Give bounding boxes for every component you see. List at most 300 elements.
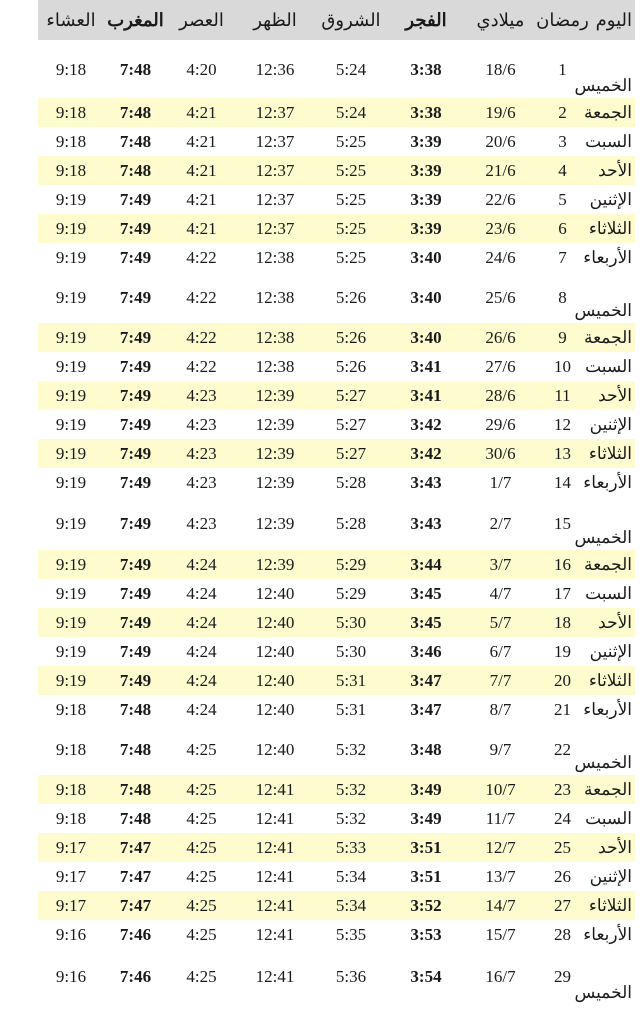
cell-dhuhr: 12:38 [255, 327, 295, 347]
table-row [38, 352, 635, 381]
cell-shuruq: 5:31 [335, 699, 367, 719]
table-row [38, 272, 635, 323]
cell-gregorian: 6/7 [489, 641, 512, 661]
cell-asr: 4:24 [186, 641, 217, 661]
cell-ramadan: 24 [554, 808, 571, 828]
cell-dhuhr: 12:41 [255, 895, 295, 915]
cell-ramadan: 2 [558, 102, 567, 122]
cell-fajr: 3:40 [410, 327, 442, 347]
cell-maghrib: 7:49 [119, 385, 152, 405]
cell-day: السبت [585, 583, 632, 603]
cell-isha: 9:18 [55, 699, 87, 719]
cell-asr: 4:20 [186, 60, 217, 79]
table-row [38, 666, 635, 695]
cell-day: السبت [585, 131, 632, 151]
cell-asr: 4:23 [186, 472, 217, 492]
cell-ramadan: 25 [554, 837, 571, 857]
cell-day: السبت [585, 356, 632, 376]
cell-day: الأحد [598, 837, 632, 857]
cell-isha: 9:18 [55, 60, 87, 79]
cell-maghrib: 7:47 [119, 895, 152, 915]
cell-isha: 9:19 [55, 583, 87, 603]
cell-ramadan: 18 [554, 612, 571, 632]
table-row [38, 410, 635, 439]
cell-fajr: 3:41 [410, 356, 442, 376]
cell-isha: 9:16 [55, 924, 87, 944]
cell-ramadan: 4 [558, 160, 567, 180]
table-row [38, 185, 635, 214]
cell-maghrib: 7:49 [119, 513, 152, 533]
header-day: اليوم [595, 9, 632, 30]
cell-maghrib: 7:49 [119, 612, 152, 632]
cell-gregorian: 13/7 [485, 866, 516, 886]
cell-day: الثلاثاء [588, 670, 632, 690]
cell-isha: 9:19 [55, 287, 87, 307]
cell-asr: 4:23 [186, 414, 217, 434]
cell-ramadan: 7 [558, 247, 567, 267]
cell-fajr: 3:39 [410, 131, 442, 151]
cell-asr: 4:24 [186, 670, 217, 690]
cell-dhuhr: 12:39 [255, 472, 295, 492]
cell-shuruq: 5:32 [335, 779, 367, 799]
cell-ramadan: 28 [554, 924, 571, 944]
cell-isha: 9:18 [55, 102, 87, 122]
cell-fajr: 3:43 [410, 513, 442, 533]
cell-gregorian: 1/7 [489, 472, 512, 492]
cell-ramadan: 20 [554, 670, 571, 690]
cell-gregorian: 19/6 [485, 102, 516, 122]
cell-shuruq: 5:28 [335, 513, 367, 533]
cell-ramadan: 11 [554, 385, 571, 405]
cell-ramadan: 23 [554, 779, 571, 799]
table-header-row [38, 0, 635, 42]
cell-isha: 9:17 [55, 837, 87, 857]
cell-fajr: 3:38 [410, 102, 442, 122]
cell-asr: 4:24 [186, 554, 217, 574]
cell-day: الإثنين [589, 641, 632, 661]
table-row [38, 579, 635, 608]
cell-day: الأربعاء [583, 924, 632, 944]
table-row [38, 98, 635, 127]
table-row [38, 949, 635, 1005]
cell-ramadan: 9 [558, 327, 567, 347]
cell-shuruq: 5:25 [335, 218, 367, 238]
cell-fajr: 3:54 [410, 967, 442, 986]
cell-isha: 9:18 [55, 739, 87, 759]
cell-fajr: 3:48 [410, 739, 442, 759]
cell-asr: 4:25 [186, 779, 217, 799]
cell-gregorian: 28/6 [485, 385, 516, 405]
header-maghrib: المغرب [107, 9, 164, 30]
cell-gregorian: 18/6 [485, 60, 516, 79]
cell-gregorian: 25/6 [485, 287, 516, 307]
cell-fajr: 3:46 [410, 641, 442, 661]
cell-dhuhr: 12:40 [255, 670, 295, 690]
table-row [38, 920, 635, 949]
cell-asr: 4:24 [186, 612, 217, 632]
cell-gregorian: 21/6 [485, 160, 516, 180]
table-row [38, 775, 635, 804]
table-row [38, 214, 635, 243]
cell-fajr: 3:47 [410, 699, 442, 719]
cell-day: الأحد [598, 385, 632, 405]
cell-day: الأحد [598, 612, 632, 632]
cell-fajr: 3:53 [410, 924, 442, 944]
cell-fajr: 3:49 [410, 779, 442, 799]
cell-gregorian: 5/7 [489, 612, 512, 632]
cell-dhuhr: 12:41 [255, 837, 295, 857]
cell-asr: 4:25 [186, 837, 217, 857]
cell-isha: 9:19 [55, 385, 87, 405]
cell-fajr: 3:42 [410, 414, 442, 434]
cell-gregorian: 20/6 [485, 131, 516, 151]
cell-dhuhr: 12:41 [255, 779, 295, 799]
table-row [38, 804, 635, 833]
table-row [38, 439, 635, 468]
cell-asr: 4:21 [186, 160, 217, 180]
cell-dhuhr: 12:36 [255, 60, 295, 79]
cell-ramadan: 13 [554, 443, 571, 463]
cell-asr: 4:22 [186, 247, 217, 267]
cell-ramadan: 12 [554, 414, 571, 434]
cell-shuruq: 5:25 [335, 189, 367, 209]
cell-isha: 9:17 [55, 866, 87, 886]
table-body [38, 42, 635, 1005]
table-row [38, 156, 635, 185]
cell-ramadan: 8 [558, 287, 567, 307]
cell-isha: 9:19 [55, 356, 87, 376]
cell-asr: 4:23 [186, 385, 217, 405]
cell-ramadan: 22 [554, 739, 571, 759]
cell-fajr: 3:45 [410, 583, 442, 603]
cell-fajr: 3:40 [410, 287, 442, 307]
cell-dhuhr: 12:38 [255, 247, 295, 267]
cell-maghrib: 7:49 [119, 189, 152, 209]
cell-gregorian: 10/7 [485, 779, 516, 799]
cell-shuruq: 5:24 [335, 60, 367, 79]
cell-isha: 9:18 [55, 808, 87, 828]
cell-dhuhr: 12:41 [255, 924, 295, 944]
cell-dhuhr: 12:39 [255, 443, 295, 463]
cell-ramadan: 26 [554, 866, 571, 886]
cell-shuruq: 5:32 [335, 739, 367, 759]
cell-ramadan: 6 [558, 218, 567, 238]
cell-isha: 9:19 [55, 554, 87, 574]
cell-isha: 9:19 [55, 641, 87, 661]
cell-dhuhr: 12:41 [255, 967, 295, 986]
cell-maghrib: 7:49 [119, 641, 152, 661]
cell-maghrib: 7:46 [119, 967, 152, 986]
cell-isha: 9:19 [55, 247, 87, 267]
cell-ramadan: 19 [554, 641, 571, 661]
cell-day: الإثنين [589, 189, 632, 209]
table-row [38, 323, 635, 352]
cell-asr: 4:22 [186, 287, 217, 307]
cell-dhuhr: 12:37 [255, 189, 295, 209]
cell-shuruq: 5:31 [335, 670, 367, 690]
cell-asr: 4:23 [186, 513, 217, 533]
cell-dhuhr: 12:41 [255, 866, 295, 886]
cell-day: السبت [585, 808, 632, 828]
cell-dhuhr: 12:39 [255, 385, 295, 405]
cell-isha: 9:19 [55, 670, 87, 690]
cell-fajr: 3:52 [410, 895, 442, 915]
table-row [38, 550, 635, 579]
table-row [38, 637, 635, 666]
cell-fajr: 3:51 [410, 837, 442, 857]
table-row [38, 381, 635, 410]
table-row [38, 243, 635, 272]
cell-asr: 4:24 [186, 699, 217, 719]
cell-isha: 9:18 [55, 160, 87, 180]
table-row [38, 127, 635, 156]
cell-shuruq: 5:32 [335, 808, 367, 828]
cell-day: الأربعاء [583, 247, 632, 267]
prayer-times-table [38, 0, 635, 1005]
cell-asr: 4:25 [186, 866, 217, 886]
cell-fajr: 3:43 [410, 472, 442, 492]
cell-fajr: 3:44 [410, 554, 442, 574]
cell-asr: 4:21 [186, 102, 217, 122]
cell-fajr: 3:41 [410, 385, 442, 405]
cell-day: الخميس [574, 753, 632, 772]
cell-dhuhr: 12:40 [255, 739, 295, 759]
table-row [38, 497, 635, 550]
header-dhuhr: الظهر [253, 9, 297, 30]
cell-dhuhr: 12:37 [255, 218, 295, 238]
cell-asr: 4:25 [186, 808, 217, 828]
cell-asr: 4:21 [186, 218, 217, 238]
cell-day: الإثنين [589, 414, 632, 434]
cell-dhuhr: 12:40 [255, 699, 295, 719]
cell-asr: 4:23 [186, 443, 217, 463]
cell-ramadan: 5 [558, 189, 567, 209]
cell-day: الأحد [598, 160, 632, 180]
table-row [38, 833, 635, 862]
cell-fajr: 3:39 [410, 189, 442, 209]
cell-isha: 9:19 [55, 218, 87, 238]
cell-maghrib: 7:48 [119, 699, 152, 719]
cell-isha: 9:19 [55, 443, 87, 463]
cell-asr: 4:25 [186, 967, 217, 986]
cell-maghrib: 7:49 [119, 247, 152, 267]
cell-gregorian: 8/7 [489, 699, 512, 719]
cell-fajr: 3:38 [410, 60, 442, 79]
table-row [38, 42, 635, 98]
cell-maghrib: 7:49 [119, 443, 152, 463]
cell-day: الخميس [574, 301, 632, 320]
cell-shuruq: 5:30 [335, 641, 367, 661]
cell-dhuhr: 12:37 [255, 102, 295, 122]
cell-fajr: 3:51 [410, 866, 442, 886]
cell-gregorian: 23/6 [485, 218, 516, 238]
cell-gregorian: 14/7 [485, 895, 516, 915]
cell-dhuhr: 12:41 [255, 808, 295, 828]
cell-shuruq: 5:27 [335, 414, 367, 434]
cell-asr: 4:21 [186, 189, 217, 209]
cell-shuruq: 5:24 [335, 102, 367, 122]
cell-ramadan: 10 [554, 356, 571, 376]
cell-dhuhr: 12:40 [255, 641, 295, 661]
cell-fajr: 3:45 [410, 612, 442, 632]
cell-maghrib: 7:49 [119, 472, 152, 492]
cell-maghrib: 7:49 [119, 414, 152, 434]
cell-isha: 9:17 [55, 895, 87, 915]
cell-isha: 9:19 [55, 612, 87, 632]
cell-day: الثلاثاء [588, 218, 632, 238]
cell-shuruq: 5:30 [335, 612, 367, 632]
cell-isha: 9:19 [55, 472, 87, 492]
cell-ramadan: 14 [554, 472, 571, 492]
cell-maghrib: 7:49 [119, 670, 152, 690]
cell-ramadan: 17 [554, 583, 571, 603]
cell-asr: 4:22 [186, 327, 217, 347]
cell-ramadan: 29 [554, 967, 571, 986]
cell-fajr: 3:40 [410, 247, 442, 267]
cell-day: الأربعاء [583, 699, 632, 719]
cell-shuruq: 5:29 [335, 554, 367, 574]
cell-gregorian: 2/7 [489, 513, 512, 533]
cell-gregorian: 4/7 [489, 583, 512, 603]
cell-maghrib: 7:47 [119, 866, 152, 886]
cell-dhuhr: 12:40 [255, 612, 295, 632]
cell-dhuhr: 12:38 [255, 287, 295, 307]
cell-fajr: 3:39 [410, 160, 442, 180]
cell-shuruq: 5:36 [335, 967, 367, 986]
cell-day: الجمعة [583, 327, 632, 347]
cell-maghrib: 7:47 [119, 837, 152, 857]
table-row [38, 608, 635, 637]
cell-ramadan: 21 [554, 699, 571, 719]
cell-day: الجمعة [583, 779, 632, 799]
cell-shuruq: 5:26 [335, 356, 367, 376]
cell-asr: 4:22 [186, 356, 217, 376]
cell-gregorian: 26/6 [485, 327, 516, 347]
cell-gregorian: 27/6 [485, 356, 516, 376]
cell-shuruq: 5:27 [335, 443, 367, 463]
cell-shuruq: 5:34 [335, 866, 367, 886]
cell-gregorian: 16/7 [485, 967, 516, 986]
header-fajr: الفجر [405, 9, 447, 30]
header-asr: العصر [179, 9, 224, 30]
cell-isha: 9:19 [55, 327, 87, 347]
cell-isha: 9:18 [55, 131, 87, 151]
cell-maghrib: 7:48 [119, 60, 152, 79]
cell-shuruq: 5:26 [335, 287, 367, 307]
cell-day: الخميس [574, 76, 632, 95]
cell-asr: 4:25 [186, 924, 217, 944]
cell-maghrib: 7:48 [119, 808, 152, 828]
cell-dhuhr: 12:39 [255, 513, 295, 533]
table-row [38, 724, 635, 775]
header-gregorian: ميلادي [476, 9, 525, 30]
cell-day: الإثنين [589, 866, 632, 886]
cell-gregorian: 24/6 [485, 247, 516, 267]
cell-shuruq: 5:28 [335, 472, 367, 492]
cell-day: الأربعاء [583, 472, 632, 492]
cell-dhuhr: 12:39 [255, 414, 295, 434]
cell-maghrib: 7:49 [119, 583, 152, 603]
cell-fajr: 3:47 [410, 670, 442, 690]
cell-asr: 4:24 [186, 583, 217, 603]
cell-shuruq: 5:25 [335, 131, 367, 151]
table-row [38, 862, 635, 891]
cell-maghrib: 7:48 [119, 102, 152, 122]
cell-maghrib: 7:48 [119, 739, 152, 759]
cell-dhuhr: 12:37 [255, 160, 295, 180]
cell-shuruq: 5:29 [335, 583, 367, 603]
cell-shuruq: 5:27 [335, 385, 367, 405]
cell-isha: 9:16 [55, 967, 87, 986]
cell-isha: 9:19 [55, 414, 87, 434]
cell-gregorian: 29/6 [485, 414, 516, 434]
cell-dhuhr: 12:37 [255, 131, 295, 151]
cell-gregorian: 12/7 [485, 837, 516, 857]
cell-maghrib: 7:49 [119, 218, 152, 238]
cell-ramadan: 27 [554, 895, 571, 915]
cell-day: الجمعة [583, 554, 632, 574]
cell-maghrib: 7:49 [119, 554, 152, 574]
cell-ramadan: 1 [558, 60, 567, 79]
cell-asr: 4:25 [186, 895, 217, 915]
cell-gregorian: 7/7 [489, 670, 512, 690]
cell-dhuhr: 12:38 [255, 356, 295, 376]
cell-shuruq: 5:26 [335, 327, 367, 347]
cell-day: الثلاثاء [588, 443, 632, 463]
cell-gregorian: 30/6 [485, 443, 516, 463]
cell-asr: 4:21 [186, 131, 217, 151]
table-row [38, 695, 635, 724]
header-shuruq: الشروق [321, 9, 381, 30]
cell-maghrib: 7:46 [119, 924, 152, 944]
cell-shuruq: 5:33 [335, 837, 367, 857]
cell-maghrib: 7:49 [119, 356, 152, 376]
cell-shuruq: 5:25 [335, 160, 367, 180]
cell-isha: 9:19 [55, 189, 87, 209]
cell-fajr: 3:49 [410, 808, 442, 828]
cell-ramadan: 15 [554, 513, 571, 533]
cell-shuruq: 5:34 [335, 895, 367, 915]
cell-gregorian: 15/7 [485, 924, 516, 944]
cell-ramadan: 16 [554, 554, 571, 574]
cell-gregorian: 22/6 [485, 189, 516, 209]
cell-isha: 9:18 [55, 779, 87, 799]
cell-day: الثلاثاء [588, 895, 632, 915]
header-ramadan: رمضان [536, 9, 589, 30]
cell-day: الخميس [574, 983, 632, 1002]
cell-gregorian: 9/7 [489, 739, 512, 759]
cell-maghrib: 7:48 [119, 160, 152, 180]
header-isha: العشاء [46, 9, 96, 30]
cell-dhuhr: 12:39 [255, 554, 295, 574]
cell-ramadan: 3 [558, 131, 567, 151]
cell-shuruq: 5:35 [335, 924, 367, 944]
table-row [38, 468, 635, 497]
cell-gregorian: 11/7 [485, 808, 516, 828]
cell-dhuhr: 12:40 [255, 583, 295, 603]
cell-day: الخميس [574, 528, 632, 547]
cell-maghrib: 7:48 [119, 779, 152, 799]
cell-fajr: 3:39 [410, 218, 442, 238]
cell-maghrib: 7:48 [119, 131, 152, 151]
table-row [38, 891, 635, 920]
cell-isha: 9:19 [55, 513, 87, 533]
cell-maghrib: 7:49 [119, 287, 152, 307]
cell-day: الجمعة [583, 102, 632, 122]
cell-asr: 4:25 [186, 739, 217, 759]
cell-shuruq: 5:25 [335, 247, 367, 267]
cell-fajr: 3:42 [410, 443, 442, 463]
